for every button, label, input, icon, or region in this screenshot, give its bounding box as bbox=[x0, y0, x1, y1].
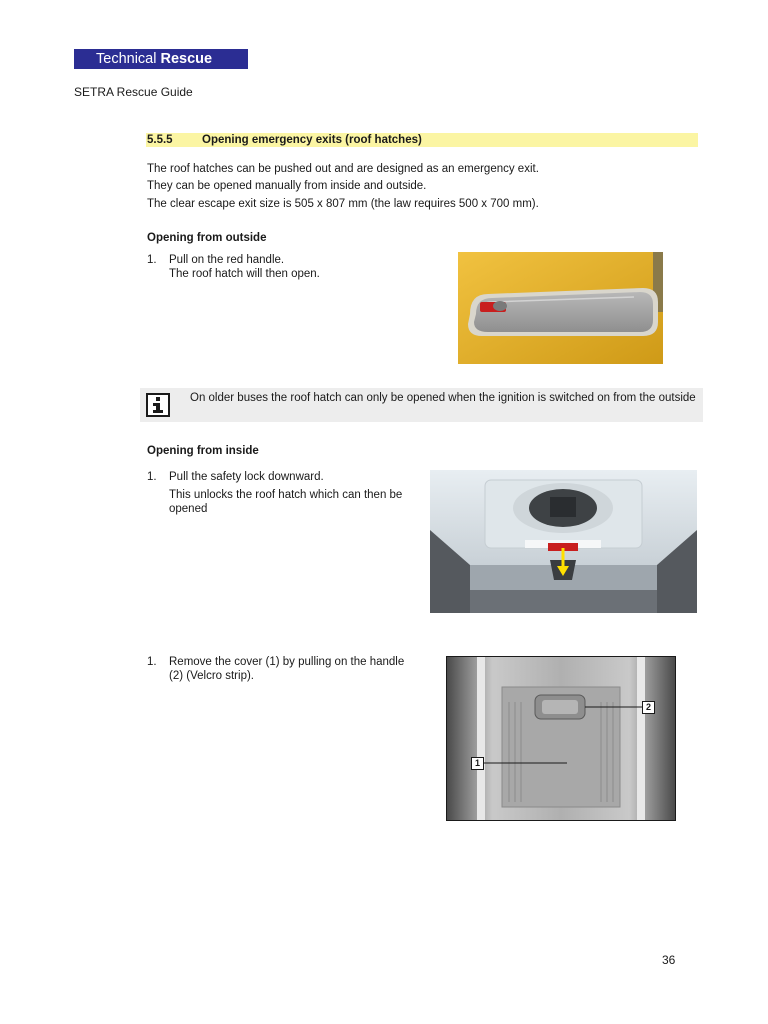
step-text bbox=[169, 253, 419, 281]
callout-1: 1 bbox=[471, 757, 484, 770]
intro-line-3: The clear escape exit size is 505 x 807 mm (the law requires 500 x 700 mm). bbox=[147, 198, 539, 210]
info-icon bbox=[146, 393, 170, 417]
step-line-2: This unlocks the roof hatch which can then be opened bbox=[169, 489, 403, 515]
roof-hatch-cover-photo bbox=[446, 656, 676, 821]
section-title: Opening emergency exits (roof hatches) bbox=[202, 134, 422, 146]
roof-hatch-inside-photo bbox=[430, 470, 697, 613]
callout-2: 2 bbox=[642, 701, 655, 714]
section-number: 5.5.5 bbox=[147, 134, 173, 146]
intro-line-1: The roof hatches can be pushed out and are designed as an emergency exit. bbox=[147, 163, 539, 175]
note-text: On older buses the roof hatch can only be opened when the ignition is switched on from the outside bbox=[190, 392, 696, 404]
step-number: 1. bbox=[147, 471, 157, 483]
step-text: Remove the cover (1) by pulling on the handle (2) (Velcro strip). bbox=[169, 656, 405, 682]
intro-line-2: They can be opened manually from inside and outside. bbox=[147, 180, 427, 192]
subheading-inside: Opening from inside bbox=[147, 445, 259, 457]
step-line-2: The roof hatch will then open. bbox=[169, 268, 320, 280]
header-label-regular: Technical bbox=[96, 51, 157, 67]
info-note bbox=[140, 388, 703, 422]
step-number: 1. bbox=[147, 656, 157, 668]
guide-title: SETRA Rescue Guide bbox=[74, 85, 193, 99]
subheading-outside: Opening from outside bbox=[147, 232, 267, 244]
header-label-bold: Rescue bbox=[160, 51, 213, 67]
step-text bbox=[169, 470, 419, 516]
step-number: 1. bbox=[147, 254, 157, 266]
page-number: 36 bbox=[662, 953, 676, 967]
header-bar bbox=[74, 49, 248, 69]
step-line-1: Pull the safety lock downward. bbox=[169, 471, 324, 483]
step-line-1: Pull on the red handle. bbox=[169, 254, 285, 266]
roof-hatch-outside-photo bbox=[458, 252, 663, 364]
section-heading bbox=[146, 133, 698, 147]
